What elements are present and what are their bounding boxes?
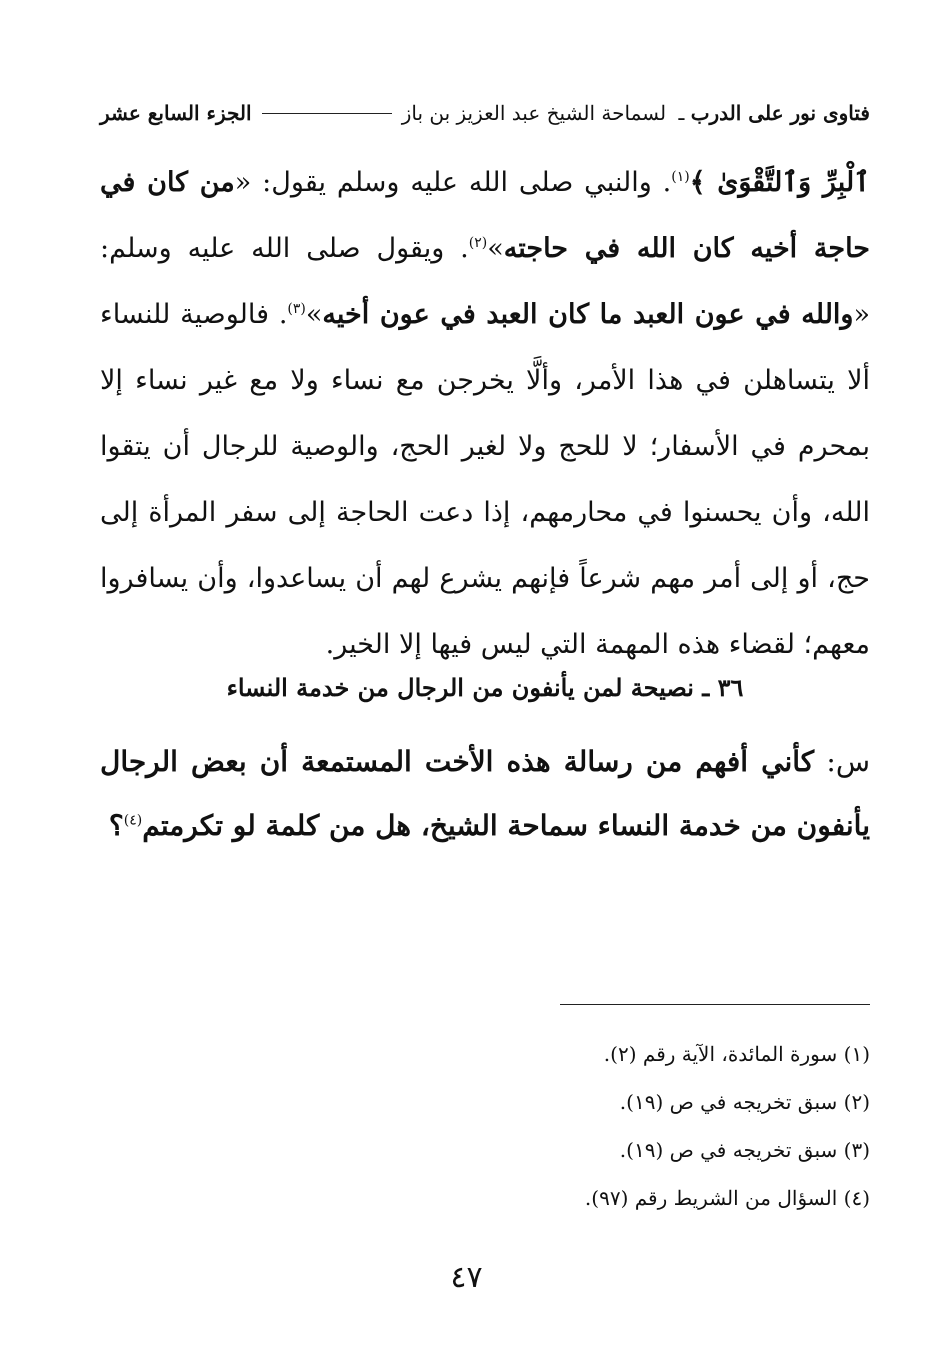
header-separator: ـ xyxy=(678,101,685,125)
quote-close: » xyxy=(487,233,504,264)
header-book-author xyxy=(402,101,870,125)
footnote-ref: (٢) xyxy=(468,235,488,251)
footnote-item: (١) سورة المائدة، الآية رقم (٢). xyxy=(603,1042,870,1066)
running-header xyxy=(100,95,870,131)
question-text: كأني أفهم من رسالة هذه الأخت المستمعة أن بعض الرجال يأنفون من خدمة النساء سماحة الشيخ، هل من كلمة لو تكرمتم xyxy=(100,745,870,842)
footnote-item: (٤) السؤال من الشريط رقم (٩٧). xyxy=(584,1186,870,1210)
section-heading: ٣٦ ـ نصيحة لمن يأنفون من الرجال من خدمة النساء xyxy=(226,673,744,702)
body-text xyxy=(100,150,870,678)
footnote-item: (٣) سبق تخريجه في ص (١٩). xyxy=(619,1138,870,1162)
author-name: لسماحة الشيخ عبد العزيز بن باز xyxy=(401,101,667,125)
book-title: فتاوى نور على الدرب xyxy=(690,101,870,125)
header-rule xyxy=(262,113,392,114)
paragraph xyxy=(100,150,870,678)
hadith-quote: من كان في حاجة أخيه كان الله في حاجته xyxy=(100,167,870,264)
body-segment: . والنبي صلى الله عليه وسلم يقول: « xyxy=(234,167,672,198)
question-mark: ؟ xyxy=(108,809,124,842)
page-number: ٤٧ xyxy=(450,1260,483,1295)
footnote-ref: (٣) xyxy=(287,301,306,317)
quran-verse: ٱلْبِرِّ وَٱلتَّقْوَىٰ ﴾ xyxy=(689,167,870,198)
question-block xyxy=(100,730,870,858)
footnote-separator xyxy=(560,1004,870,1005)
footnotes xyxy=(100,1030,870,1222)
body-segment: . فالوصية للنساء ألا يتساهلن في هذا الأمر، وألَّا يخرجن مع نساء ولا مع غير نساء إلا بمحرم في الأسفار؛ لا للحج ولا لغير الحج، والوصية للرجال أن يتقوا الله، وأن يحسنوا في محارمهم، إذا دعت الحاجة إلى سفر المرأة إلى حج، أو إلى أمر مهم شرعاً فإنهم يشرع لهم أن يساعدوا، وأن يسافروا معهم؛ لقضاء هذه المهمة التي ليس فيها إلا الخير. xyxy=(100,299,870,660)
footnote-item: (٢) سبق تخريجه في ص (١٩). xyxy=(619,1090,870,1114)
question-label: س: xyxy=(814,745,871,778)
hadith-quote: والله في عون العبد ما كان العبد في عون أخيه xyxy=(322,299,854,330)
footnote-ref: (٤) xyxy=(123,812,143,829)
body-segment: . ويقول صلى الله عليه وسلم: « xyxy=(100,233,870,330)
volume-label: الجزء السابع عشر xyxy=(100,101,252,125)
footnote-ref: (١) xyxy=(671,169,690,185)
quote-close: » xyxy=(305,299,323,330)
